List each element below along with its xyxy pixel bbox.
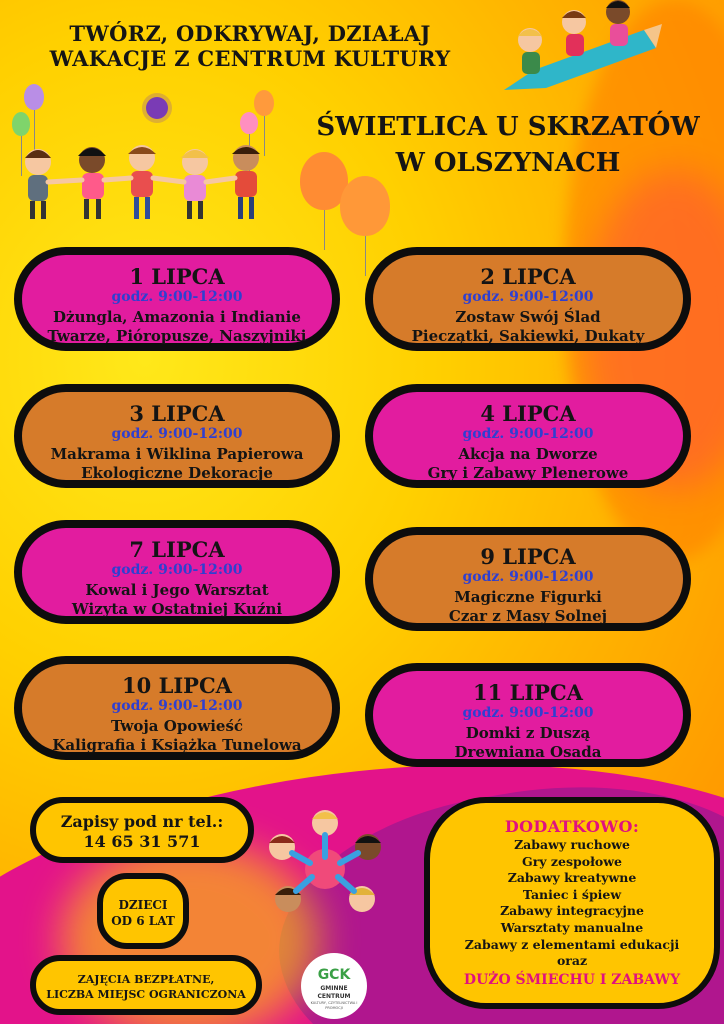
event-date: 2 LIPCA: [480, 264, 576, 289]
event-subtitle: Twarze, Pióropusze, Naszyjniki: [47, 327, 307, 345]
event-title: Twoja Opowieść: [110, 717, 244, 735]
balloon-purple-icon: [24, 84, 44, 110]
age-line-2: OD 6 LAT: [111, 914, 175, 928]
event-time: godz. 9:00-12:00: [462, 426, 594, 442]
logo-subtitle: KULTURY, CZYTELNICTWA I PROMOCJI: [310, 1001, 358, 1010]
logo-mark: GCK: [317, 967, 351, 983]
headline-line-2: WAKACJE Z CENTRUM KULTURY: [49, 46, 451, 71]
event-subtitle: Kaligrafia i Książka Tunelowa: [52, 736, 302, 754]
event-card-11-lipca: [365, 663, 691, 767]
gck-logo: [303, 955, 365, 1017]
balloon-green-icon: [12, 112, 30, 136]
event-title: Akcja na Dworze: [458, 445, 598, 463]
event-title: Domki z Duszą: [465, 724, 591, 742]
event-card-3-lipca: [14, 384, 340, 488]
headline-line-1: TWÓRZ, ODKRYWAJ, DZIAŁAJ: [69, 21, 431, 46]
event-time: godz. 9:00-12:00: [462, 289, 594, 305]
extra-item: oraz: [556, 953, 588, 969]
event-card-4-lipca: [365, 384, 691, 488]
event-date: 1 LIPCA: [129, 264, 225, 289]
venue-title-line-2: W OLSZYNACH: [395, 148, 621, 178]
event-time: godz. 9:00-12:00: [462, 705, 594, 721]
logo-name: GMINNE CENTRUM: [317, 985, 351, 1000]
venue-title-line-1: ŚWIETLICA U SKRZATÓW: [316, 112, 700, 142]
event-card-9-lipca: [365, 527, 691, 631]
extra-activities-box: [424, 797, 720, 1009]
children-holding-hands-illustration: [10, 140, 280, 230]
extra-item: Warsztaty manualne: [500, 919, 644, 935]
extra-item: Zabawy ruchowe: [514, 837, 630, 852]
event-title: Kowal i Jego Warsztat: [85, 581, 269, 599]
event-date: 3 LIPCA: [129, 401, 225, 426]
event-time: godz. 9:00-12:00: [111, 289, 243, 305]
event-date: 4 LIPCA: [480, 401, 576, 426]
extra-item: Zabawy integracyjne: [500, 903, 644, 919]
free-line-2: LICZBA MIEJSC OGRANICZONA: [46, 988, 246, 1001]
extra-item: Gry zespołowe: [522, 853, 622, 869]
signup-label: Zapisy pod nr tel.:: [60, 812, 224, 831]
extra-final-line: DUŻO ŚMIECHU I ZABAWY: [463, 971, 681, 988]
event-card-1-lipca: [14, 247, 340, 351]
event-time: godz. 9:00-12:00: [111, 562, 243, 578]
event-subtitle: Wizyta w Ostatniej Kuźni: [71, 600, 283, 618]
kids-on-pencil-illustration: [494, 0, 664, 100]
extra-item: Taniec i śpiew: [522, 886, 622, 902]
event-card-7-lipca: [14, 520, 340, 624]
event-title: Dżungla, Amazonia i Indianie: [53, 308, 301, 326]
event-card-2-lipca: [365, 247, 691, 351]
age-requirement-box: [97, 873, 189, 949]
event-card-10-lipca: [14, 656, 340, 760]
event-time: godz. 9:00-12:00: [462, 569, 594, 585]
children-circle-illustration: [262, 807, 388, 925]
extra-title: DODATKOWO:: [504, 817, 640, 836]
free-classes-box: [30, 955, 262, 1015]
signup-phone-box: [30, 797, 254, 863]
free-line-1: ZAJĘCIA BEZPŁATNE,: [77, 973, 215, 986]
signup-phone-number[interactable]: 14 65 31 571: [83, 832, 201, 851]
sun-icon: [146, 97, 168, 119]
event-subtitle: Ekologiczne Dekoracje: [81, 464, 273, 482]
event-title: Magiczne Figurki: [454, 588, 602, 606]
extra-item: Zabawy kreatywne: [507, 870, 637, 886]
event-title: Zostaw Swój Ślad: [455, 308, 601, 326]
balloon-orange-icon: [254, 90, 274, 116]
event-date: 10 LIPCA: [122, 673, 232, 698]
event-subtitle: Drewniana Osada: [454, 743, 602, 761]
balloon-pink-icon: [240, 112, 258, 134]
age-line-1: DZIECI: [118, 898, 168, 912]
event-subtitle: Pieczątki, Sakiewki, Dukaty: [411, 327, 645, 345]
event-subtitle: Czar z Masy Solnej: [448, 607, 608, 625]
event-date: 9 LIPCA: [480, 544, 576, 569]
event-date: 11 LIPCA: [473, 680, 583, 705]
event-subtitle: Gry i Zabawy Plenerowe: [427, 464, 629, 482]
event-date: 7 LIPCA: [129, 537, 225, 562]
event-title: Makrama i Wiklina Papierowa: [50, 445, 304, 463]
event-time: godz. 9:00-12:00: [111, 426, 243, 442]
event-time: godz. 9:00-12:00: [111, 698, 243, 714]
extra-item: Zabawy z elementami edukacji: [464, 936, 680, 952]
balloon-large-orange-icon-2: [340, 176, 390, 236]
